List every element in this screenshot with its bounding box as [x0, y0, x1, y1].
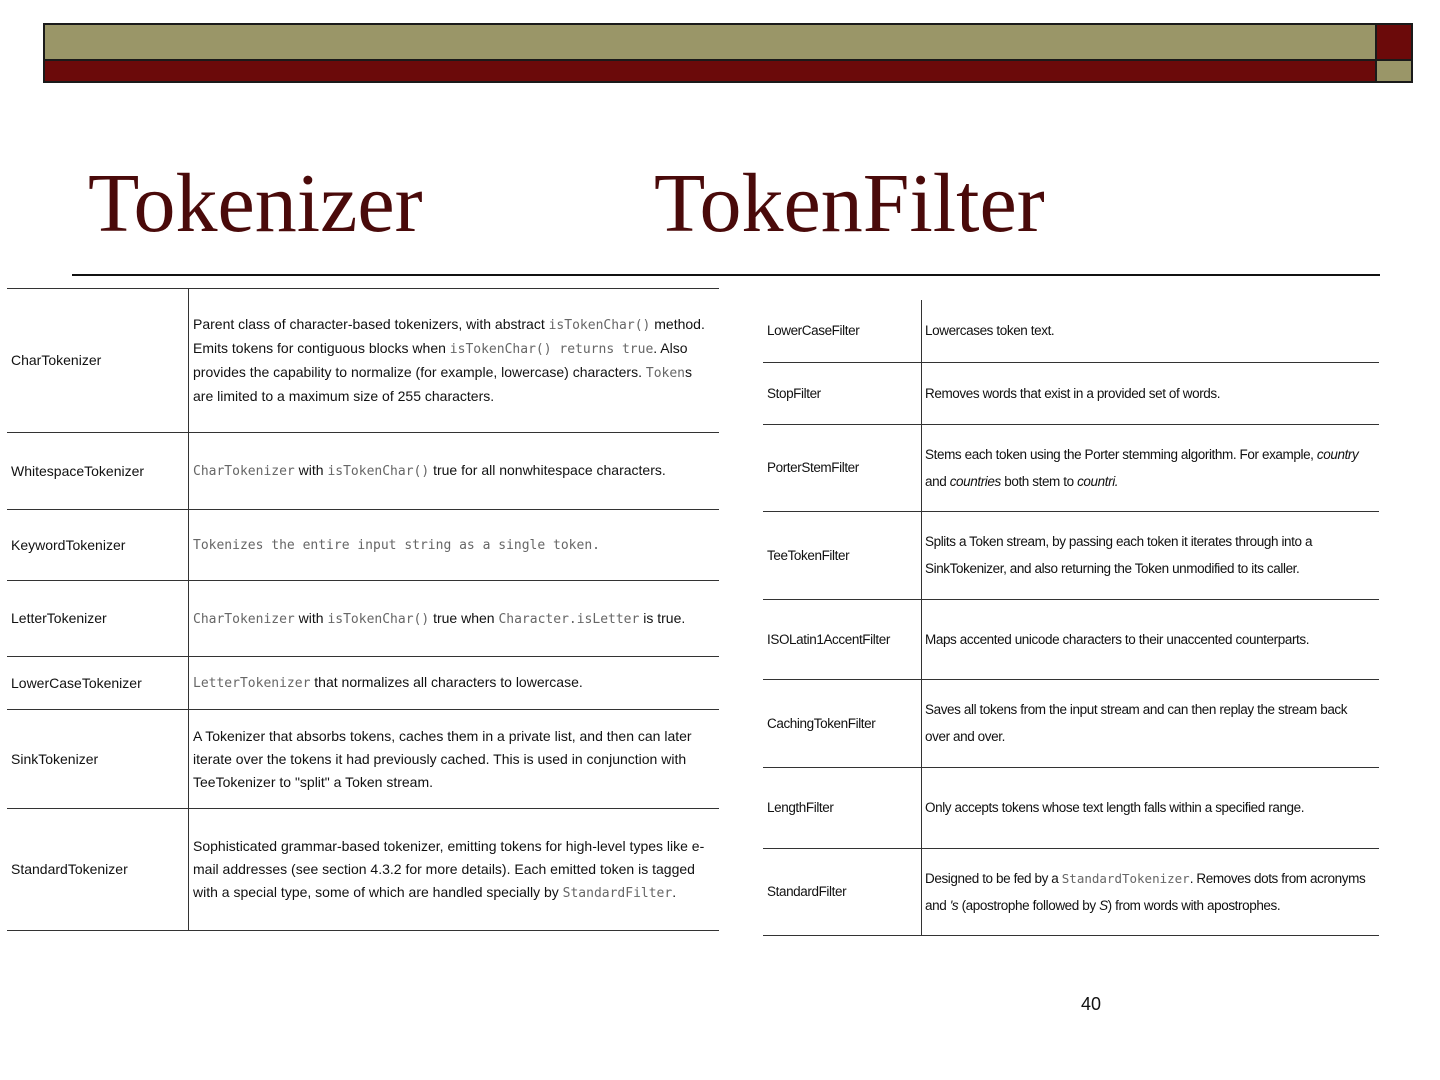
description-text: country — [1316, 446, 1359, 462]
tokenizer-row — [7, 657, 719, 710]
filter-description — [922, 599, 1380, 679]
tokenizer-description — [189, 581, 720, 657]
title-divider — [72, 274, 1380, 276]
tokenizer-description — [189, 289, 720, 433]
filter-name: CachingTokenFilter — [763, 679, 922, 767]
tokenizer-name: CharTokenizer — [7, 289, 189, 433]
description-text: Removes words that exist in a provided set of words. — [925, 385, 1221, 401]
filter-description — [922, 424, 1380, 511]
tokenfilter-table — [763, 300, 1379, 936]
filter-row — [763, 424, 1379, 511]
filter-name: StandardFilter — [763, 848, 922, 935]
description-text: 's — [949, 897, 959, 913]
code-text: CharTokenizer — [193, 464, 295, 479]
code-text: Tokenizes the entire input string as a single token. — [193, 538, 600, 553]
page-number: 40 — [1081, 994, 1102, 1014]
tokenizer-row — [7, 710, 719, 809]
description-text: Lowercases token text. — [925, 323, 1055, 339]
code-text: isTokenChar() returns true — [449, 342, 654, 357]
filter-row — [763, 362, 1379, 424]
header-olive-square — [1375, 59, 1413, 83]
description-text: . — [672, 883, 677, 900]
filter-name: TeeTokenFilter — [763, 511, 922, 599]
filter-row — [763, 767, 1379, 848]
description-text: both stem to — [1000, 473, 1078, 489]
filter-name: PorterStemFilter — [763, 424, 922, 511]
description-text: s are limited to a maximum size of 255 characters. — [193, 364, 693, 404]
filter-row — [763, 511, 1379, 599]
tokenizer-name: LetterTokenizer — [7, 581, 189, 657]
description-text: and — [925, 473, 950, 489]
tokenizer-row — [7, 289, 719, 433]
filter-row — [763, 599, 1379, 679]
description-text: true for all nonwhitespace characters. — [429, 462, 666, 478]
filter-description — [922, 300, 1380, 362]
header-olive-bar — [43, 23, 1377, 61]
filter-description — [922, 679, 1380, 767]
tokenizer-description — [189, 710, 720, 809]
code-text: LetterTokenizer — [193, 676, 311, 691]
filter-name: ISOLatin1AccentFilter — [763, 599, 922, 679]
description-text: ) from words with apostrophes. — [1107, 897, 1281, 913]
filter-description — [922, 511, 1380, 599]
code-text: Token — [645, 366, 686, 381]
filter-row — [763, 300, 1379, 362]
filter-name: LowerCaseFilter — [763, 300, 922, 362]
tokenizer-name: WhitespaceTokenizer — [7, 433, 189, 510]
description-text: Sophisticated grammar-based tokenizer, emitting tokens for high-level types like e-mail addresses (see section 4.3.2 for more details). Each emitted token is tagged with a special type, some of which are handled specially by — [193, 837, 705, 900]
description-text: Maps accented unicode characters to their unaccented counterparts. — [925, 631, 1310, 647]
description-text: Saves all tokens from the input stream and can then replay the stream back over and over. — [925, 702, 1348, 744]
code-text: StandardTokenizer — [1061, 870, 1190, 886]
code-text: isTokenChar() — [327, 611, 430, 627]
tokenizer-name: LowerCaseTokenizer — [7, 657, 189, 710]
slide-title-tokenizer: Tokenizer — [88, 157, 423, 250]
tokenizer-row — [7, 581, 719, 657]
filter-description — [922, 767, 1380, 848]
tokenizer-name: StandardTokenizer — [7, 809, 189, 931]
description-text: is true. — [639, 609, 686, 626]
code-text: CharTokenizer — [193, 611, 295, 627]
filter-name: StopFilter — [763, 362, 922, 424]
description-text: with — [294, 462, 328, 478]
tokenizer-name: SinkTokenizer — [7, 710, 189, 809]
description-text: with — [294, 609, 328, 626]
description-text: Only accepts tokens whose text length falls within a specified range. — [925, 800, 1305, 815]
description-text: A Tokenizer that absorbs tokens, caches them in a private list, and then can later iterate over the tokens it had previously cached. This is used in conjunction with TeeTokenizer to "split" a Token stream. — [193, 727, 692, 790]
tokenizer-description — [189, 809, 720, 931]
filter-description — [922, 362, 1380, 424]
description-text: countri. — [1077, 473, 1119, 489]
code-text: isTokenChar() — [548, 318, 651, 333]
tokenizer-row — [7, 510, 719, 581]
description-text: S — [1099, 897, 1108, 913]
description-text: Designed to be fed by a — [925, 870, 1062, 886]
tokenizer-name: KeywordTokenizer — [7, 510, 189, 581]
filter-name: LengthFilter — [763, 767, 922, 848]
code-text: StandardFilter — [562, 885, 673, 901]
description-text: . Removes dots from acronyms and — [925, 870, 1366, 913]
filter-description — [922, 848, 1380, 935]
tokenizer-description — [189, 433, 720, 510]
tokenizer-description — [189, 657, 720, 710]
description-text: Parent class of character-based tokenizers, with abstract — [193, 316, 549, 332]
description-text: Splits a Token stream, by passing each token it iterates through into a SinkTokenizer, and also returning the Token unmodified to its caller. — [925, 534, 1313, 576]
description-text: that normalizes all characters to lowercase. — [310, 674, 583, 690]
tokenizer-row — [7, 433, 719, 510]
tokenizer-table — [7, 288, 719, 931]
slide-title-tokenfilter: TokenFilter — [654, 157, 1045, 250]
code-text: isTokenChar() — [327, 464, 430, 479]
tokenizer-description — [189, 510, 720, 581]
description-text: true when — [429, 609, 499, 626]
tokenizer-row — [7, 809, 719, 931]
description-text: . Also provides the capability to normalize (for example, lowercase) characters. — [193, 340, 688, 380]
filter-row — [763, 848, 1379, 935]
header-maroon-bar — [43, 59, 1377, 83]
description-text: countries — [949, 473, 1001, 489]
header-maroon-square — [1375, 23, 1413, 61]
filter-row — [763, 679, 1379, 767]
code-text: Character.isLetter — [498, 611, 640, 627]
description-text: (apostrophe followed by — [958, 897, 1100, 913]
description-text: Stems each token using the Porter stemming algorithm. For example, — [925, 446, 1317, 462]
description-text: method. Emits tokens for contiguous blocks when — [193, 316, 705, 356]
